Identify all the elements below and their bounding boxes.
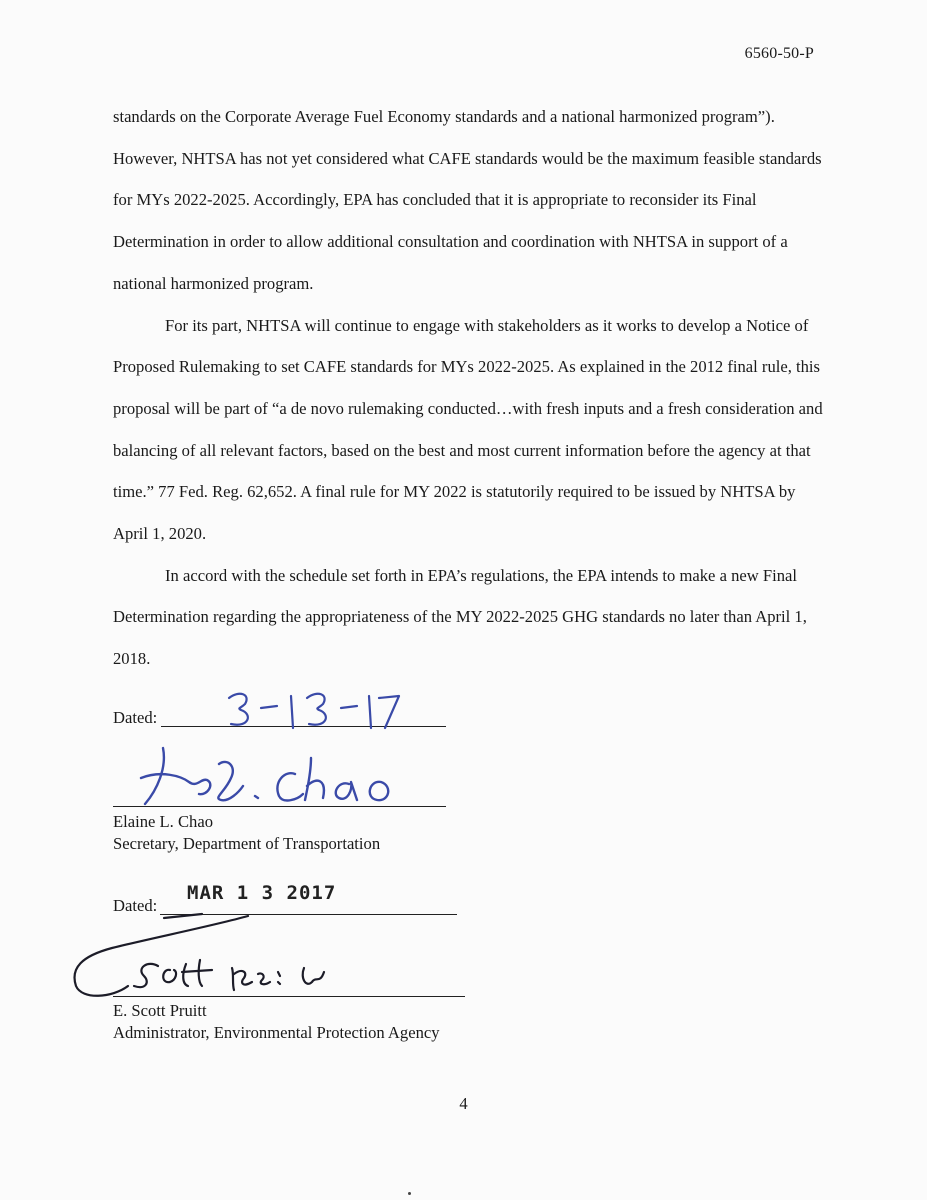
signature-line [113,806,446,807]
body-text [113,96,828,680]
signer-title: Administrator, Environmental Protection Agency [113,1023,440,1042]
signer-name: E. Scott Pruitt [113,1001,207,1020]
date-stamp: MAR 1 3 2017 [187,882,337,904]
dated-label: Dated: [113,896,158,915]
scan-speck [408,1192,411,1195]
paragraph-nhtsa: For its part, NHTSA will continue to engage with stakeholders as it works to develop a Notice of Proposed Rulemaking to set CAFE standards for MYs 2022-2025. As explained in the 2012 final rule, this proposal will be part of “a de novo rulemaking conducted…with fresh inputs and a fresh consideration and balancing of all relevant factors, based on the best and most current information before the agency at that time.” 77 Fed. Reg. 62,652. A final rule for MY 2022 is statutorily required to be issued by NHTSA by April 1, 2020. [113,315,823,544]
dated-label: Dated: [113,708,158,727]
handwritten-date [215,686,405,736]
signature-pruitt [62,912,362,1008]
page-number: 4 [459,1094,468,1113]
signer-title: Secretary, Department of Transportation [113,834,381,853]
signature-line [113,996,465,997]
paragraph-continuation: standards on the Corporate Average Fuel Economy standards and a national harmonized program”). However, NHTSA has not yet considered what CAFE standards would be the maximum feasible standards for MYs 2022-2025. Accordingly, EPA has concluded that it is appropriate to reconsider its Final Determination in order to allow additional consultation and coordination with NHTSA in support of a national harmonized program. [113,107,822,293]
signer-name: Elaine L. Chao [113,812,213,831]
document-id: 6560-50-P [744,45,814,62]
signature-chao [135,740,415,820]
paragraph-epa-determination: In accord with the schedule set forth in EPA’s regulations, the EPA intends to make a new Final Determination regarding the appropriateness of the MY 2022-2025 GHG standards no later than April 1, 2018. [113,565,807,669]
